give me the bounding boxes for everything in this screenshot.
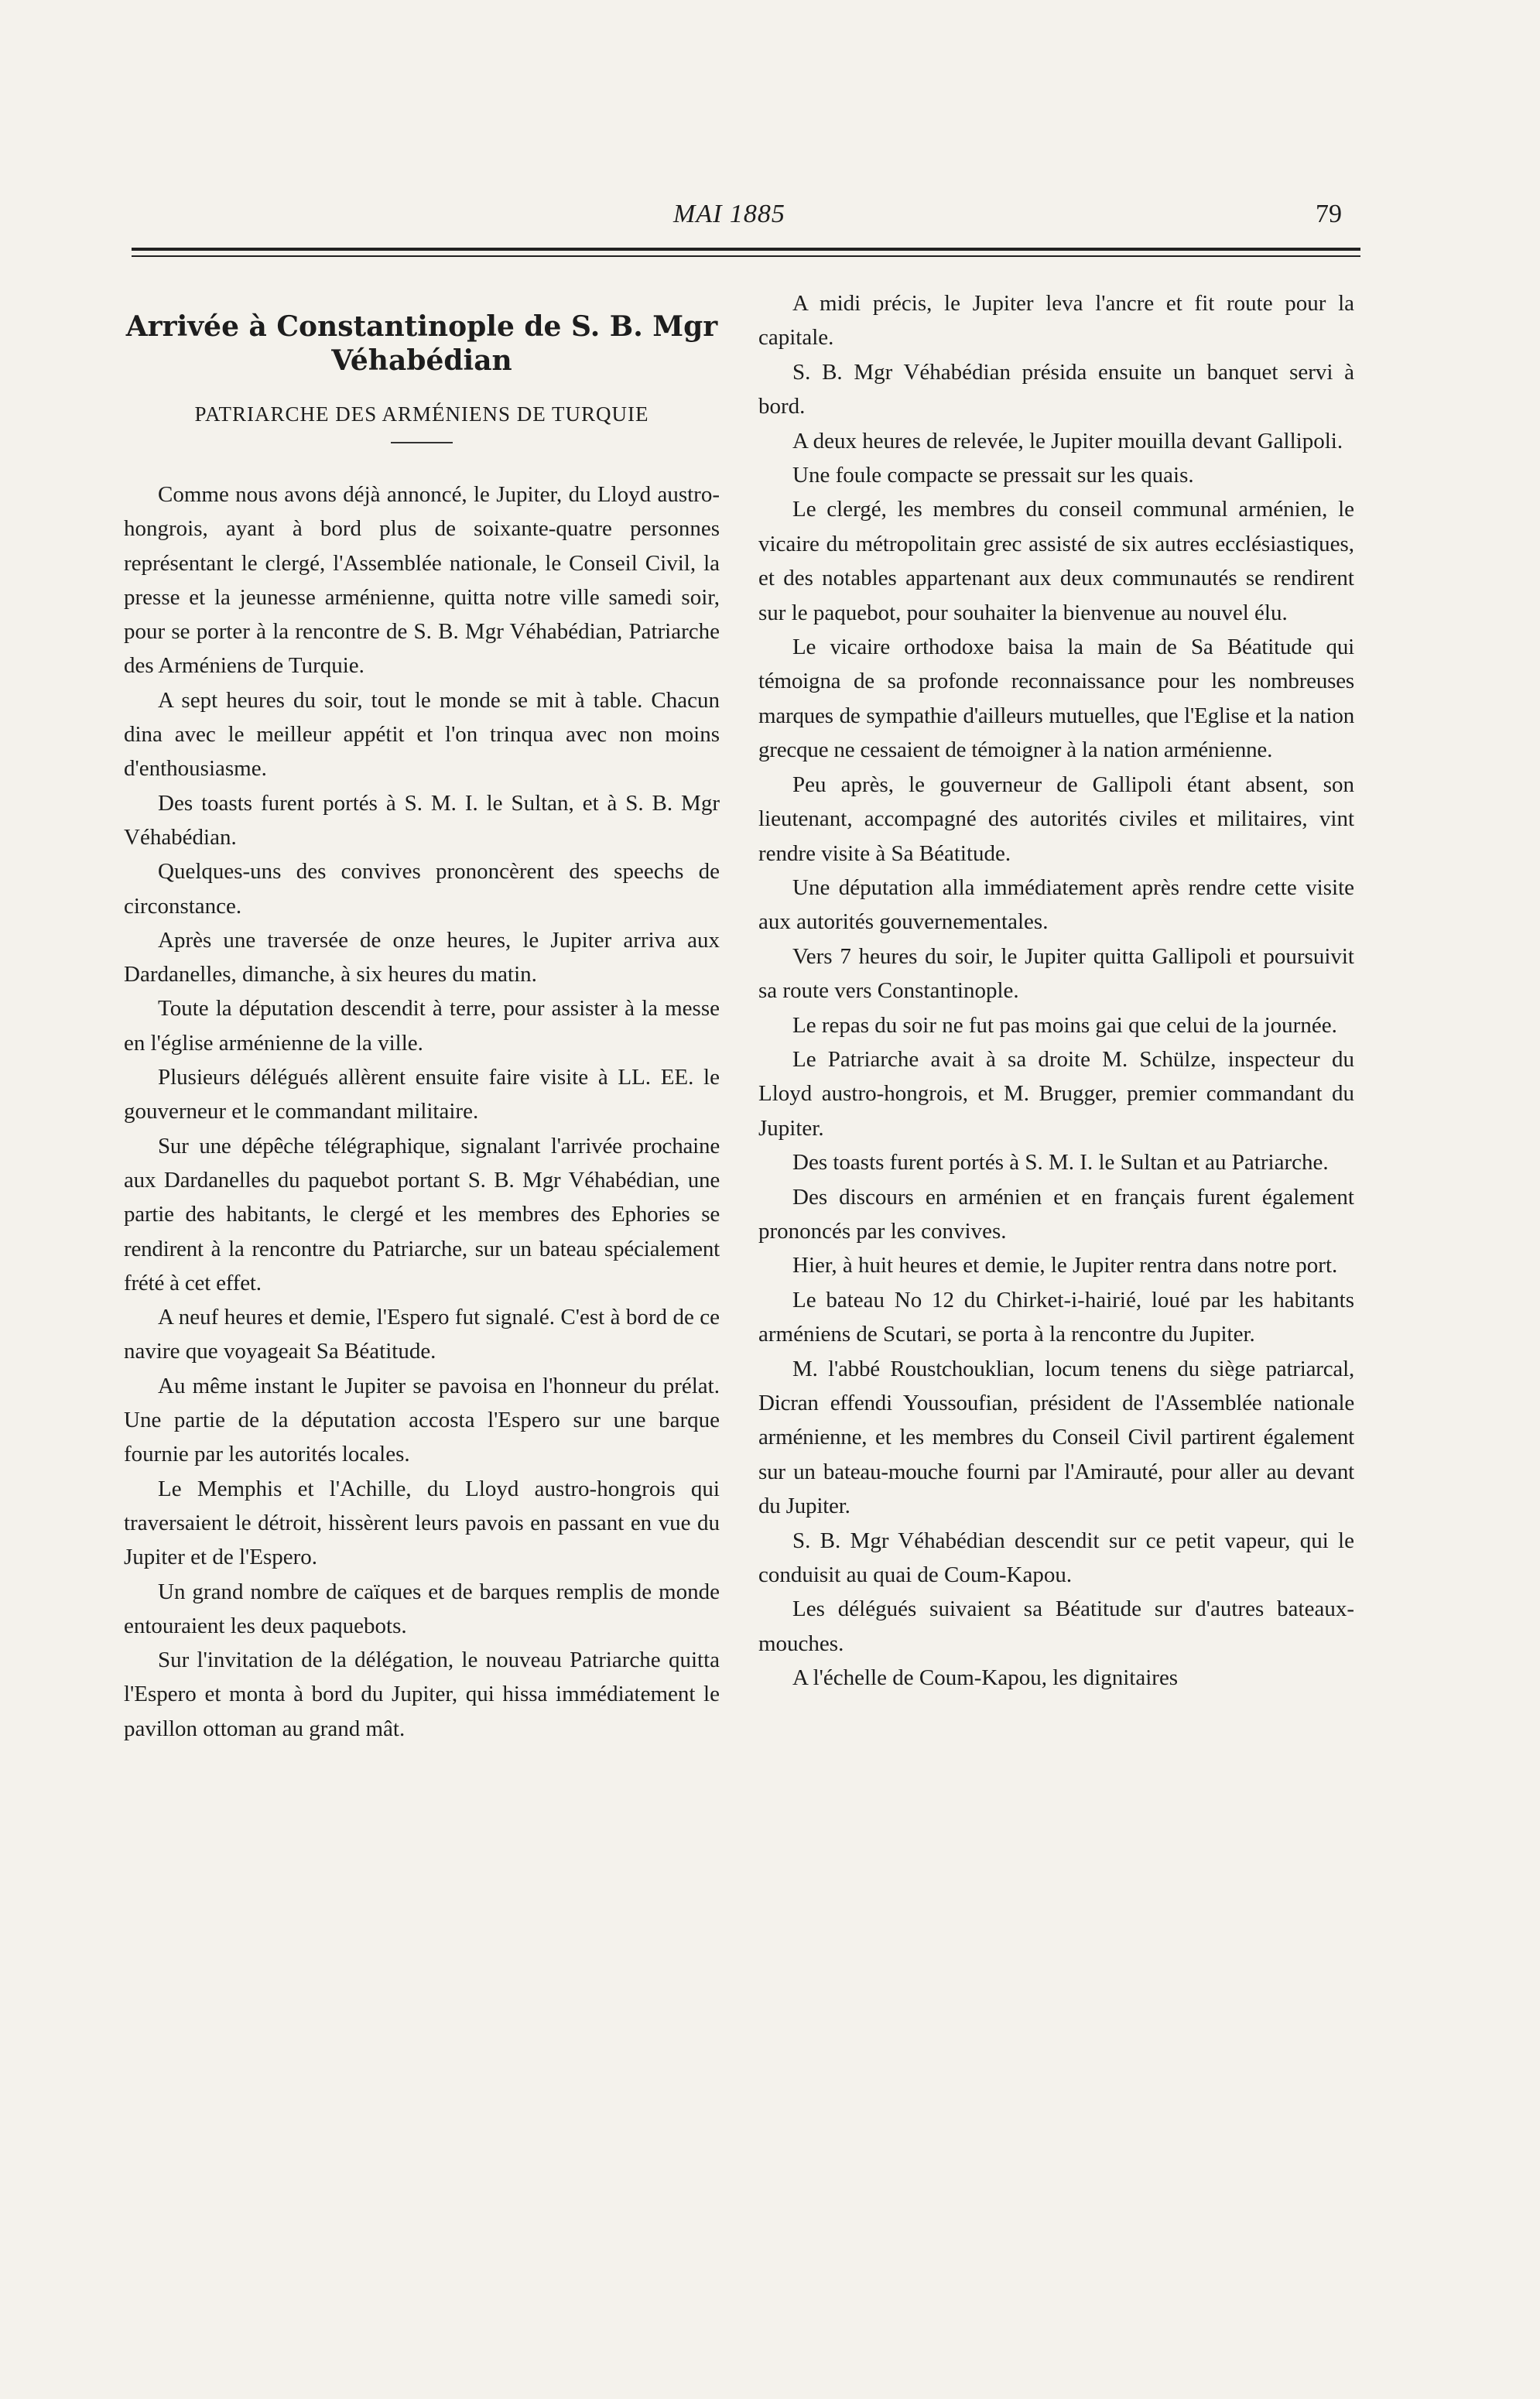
section-divider [391,442,453,443]
paragraph: Le Patriarche avait à sa droite M. Schülze, inspecteur du Lloyd austro-hongrois, et M. Brugger, premier commandant du Jupiter. [758,1046,1354,1141]
left-column [124,286,720,1746]
page-number: 79 [1316,200,1342,228]
paragraph: Un grand nombre de caïques et de barques remplis de monde entouraient les deux paquebots. [124,1579,720,1638]
paragraph: S. B. Mgr Véhabédian présida ensuite un banquet servi à bord. [758,359,1354,419]
article-title-line-1: Arrivée à Constantinople de S. B. Mgr [125,310,718,343]
paragraph: Le repas du soir ne fut pas moins gai que celui de la journée. [792,1012,1337,1038]
paragraph: Plusieurs délégués allèrent ensuite faire visite à LL. EE. le gouverneur et le commandant militaire. [124,1065,720,1124]
paragraph: Au même instant le Jupiter se pavoisa en l'honneur du prélat. Une partie de la députation accosta l'Espero sur une barque fournie par les autorités locales. [124,1373,720,1467]
paragraph: A deux heures de relevée, le Jupiter mouilla devant Gallipoli. [792,428,1343,453]
paragraph: Des toasts furent portés à S. M. I. le Sultan et au Patriarche. [792,1150,1329,1176]
paragraph: Le bateau No 12 du Chirket-i-hairié, loué par les habitants arméniens de Scutari, se porta à la rencontre du Jupiter. [758,1287,1354,1347]
paragraph: Comme nous avons déjà annoncé, le Jupiter, du Lloyd austro-hongrois, ayant à bord plus de soixante-quatre personnes représentant le clergé, l'Assemblée nationale, le Conseil Civil, la presse et la jeunesse arménienne, quitta notre ville samedi soir, pour se porter à la rencontre de S. B. Mgr Véhabédian, Patriarche des Arméniens de Turquie. [124,482,720,679]
header-rule-thin [132,255,1360,257]
paragraph: Sur l'invitation de la délégation, le nouveau Patriarche quitta l'Espero et monta à bord du Jupiter, qui hissa immédiatement le pavillon ottoman au grand mât. [124,1648,720,1741]
paragraph: Des discours en arménien et en français furent également prononcés par les convives. [758,1184,1354,1244]
paragraph: Vers 7 heures du soir, le Jupiter quitta Gallipoli et poursuivit sa route vers Constantinople. [758,943,1354,1004]
article-subtitle: PATRIARCHE DES ARMÉNIENS DE TURQUIE [194,402,649,426]
paragraph: Quelques-uns des convives prononcèrent des speechs de circonstance. [124,859,720,919]
running-title: MAI 1885 [673,200,785,228]
paragraph: Les délégués suivaient sa Béatitude sur d'autres bateaux-mouches. [758,1596,1354,1656]
paragraph: Hier, à huit heures et demie, le Jupiter rentra dans notre port. [792,1253,1338,1278]
paragraph: Toute la députation descendit à terre, pour assister à la messe en l'église arménienne de la ville. [124,996,720,1056]
paragraph: Le Memphis et l'Achille, du Lloyd austro-hongrois qui traversaient le détroit, hissèrent leurs pavois en passant en vue du Jupiter et de l'Espero. [124,1476,720,1570]
paragraph: A neuf heures et demie, l'Espero fut signalé. C'est à bord de ce navire que voyageait Sa Béatitude. [124,1305,720,1364]
paragraph: A sept heures du soir, tout le monde se mit à table. Chacun dina avec le meilleur appétit et l'on trinqua avec non moins d'enthousiasme. [124,687,720,782]
right-column [758,286,1354,1696]
paragraph: Le clergé, les membres du conseil communal arménien, le vicaire du métropolitain grec assisté de six autres ecclésiastiques, et des notables appartenant aux deux communautés se rendirent sur le paquebot, pour souhaiter la bienvenue au nouvel élu. [758,497,1354,625]
paragraph: A l'échelle de Coum-Kapou, les dignitaires [792,1665,1179,1691]
running-header [0,200,1540,238]
paragraph: Après une traversée de onze heures, le Jupiter arriva aux Dardanelles, dimanche, à six heures du matin. [124,927,720,987]
paragraph: Une députation alla immédiatement après rendre cette visite aux autorités gouvernementales. [758,874,1354,935]
paragraph: Peu après, le gouverneur de Gallipoli étant absent, son lieutenant, accompagné des autorités civiles et militaires, vint rendre visite à Sa Béatitude. [758,772,1354,866]
paragraph: Des toasts furent portés à S. M. I. le Sultan, et à S. B. Mgr Véhabédian. [124,790,720,850]
article-title-line-2: Véhabédian [331,344,512,377]
paragraph: Sur une dépêche télégraphique, signalant l'arrivée prochaine aux Dardanelles du paquebot portant S. B. Mgr Véhabédian, une partie des habitants, le clergé et les membres des Ephories se rendirent à la rencontre du Patriarche, sur un bateau spécialement frété à cet effet. [124,1133,720,1295]
article-title [124,310,720,378]
paragraph: S. B. Mgr Véhabédian descendit sur ce petit vapeur, qui le conduisit au quai de Coum-Kapou. [758,1528,1354,1588]
paragraph: Une foule compacte se pressait sur les quais. [792,463,1194,488]
paragraph: Le vicaire orthodoxe baisa la main de Sa Béatitude qui témoigna de sa profonde reconnaissance pour les nombreuses marques de sympathie d'ailleurs mutuelles, que l'Eglise et la nation grecque ne cessaient de témoigner à la nation arménienne. [758,635,1354,763]
header-rule-thick [132,248,1360,251]
paragraph: M. l'abbé Roustchouklian, locum tenens du siège patriarcal, Dicran effendi Youssoufian, président de l'Assemblée nationale arménienne, et les membres du Conseil Civil partirent également sur un bateau-mouche fourni par l'Amirauté, pour aller au devant du Jupiter. [758,1356,1354,1519]
paragraph: A midi précis, le Jupiter leva l'ancre et fit route pour la capitale. [758,291,1354,351]
